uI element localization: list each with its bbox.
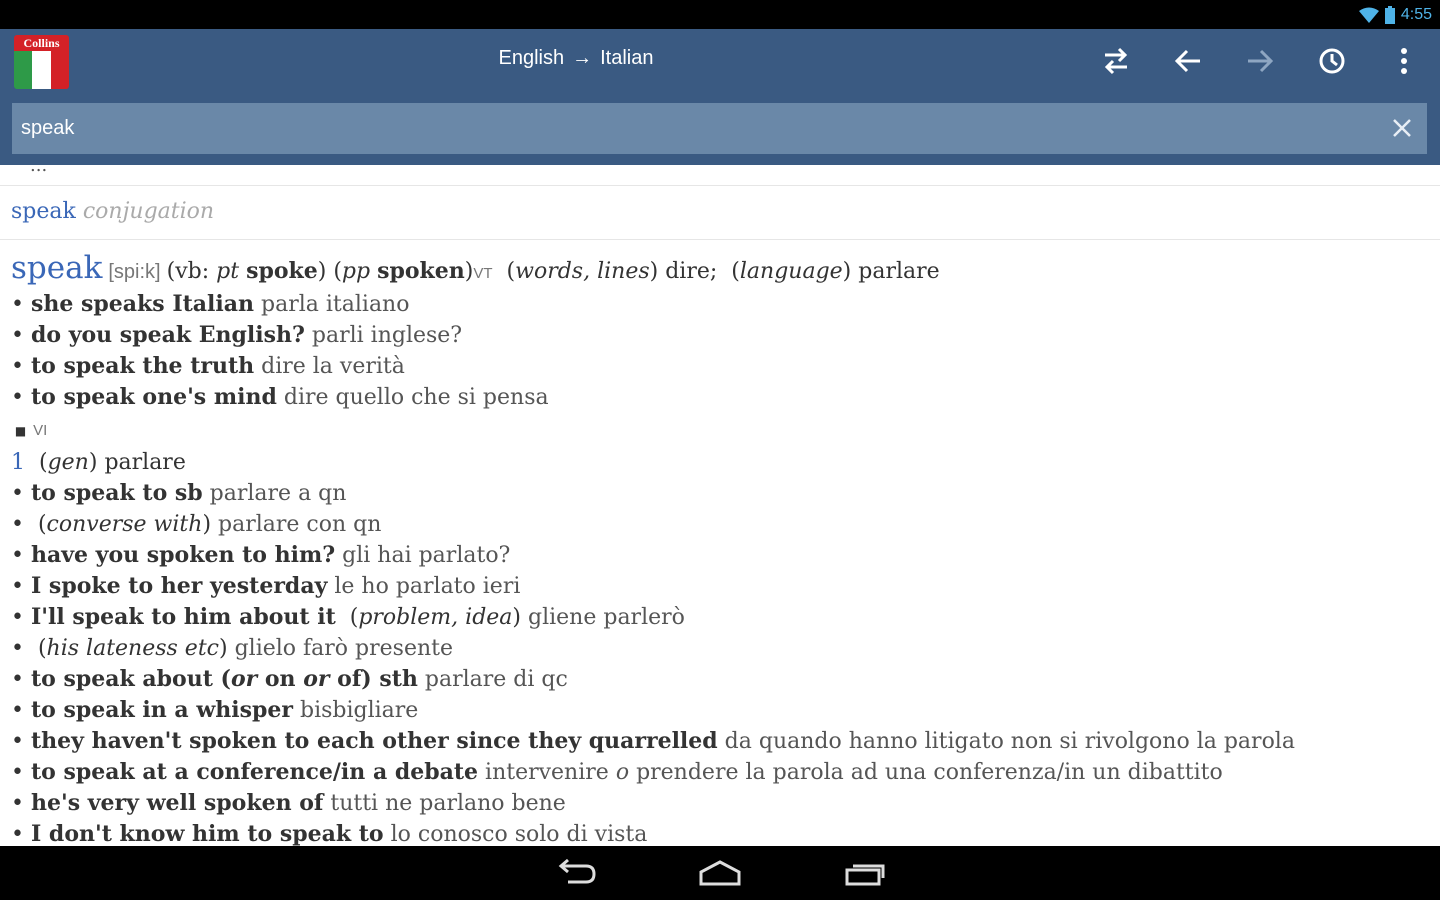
nav-home-button[interactable] [697, 858, 743, 888]
target-language: Italian [600, 47, 654, 69]
example-line: • to speak one's mind dire quello che si pensa [11, 384, 549, 410]
arrow-right-icon [1246, 48, 1274, 74]
more-vert-icon [1400, 48, 1408, 74]
dictionary-entry [11, 250, 1431, 846]
system-navigation-bar [0, 846, 1440, 900]
dictionary-content[interactable] [0, 165, 1440, 846]
example-line: • he's very well spoken of tutti ne parlano bene [11, 790, 566, 816]
logo-text: Collins [14, 35, 69, 51]
example-line: • to speak the truth dire la verità [11, 353, 405, 379]
clock-icon [1318, 47, 1346, 75]
search-field[interactable] [12, 103, 1427, 154]
home-icon [697, 858, 743, 888]
conjugation-link[interactable] [11, 199, 214, 224]
example-line: • to speak to sb parlare a qn [11, 480, 347, 506]
back-icon [554, 858, 600, 888]
divider [0, 185, 1440, 186]
clear-search-icon[interactable] [1391, 117, 1413, 139]
direction-arrow: → [572, 47, 593, 69]
conjugation-label: conjugation [82, 199, 215, 224]
recents-icon [843, 858, 889, 888]
example-line: • do you speak English? parli inglese? [11, 322, 463, 348]
app-bar [0, 29, 1440, 165]
pos-vt: VT [473, 265, 493, 282]
example-line: • have you spoken to him? gli hai parlato? [11, 542, 511, 568]
arrow-left-icon [1174, 48, 1202, 74]
wifi-icon [1359, 7, 1379, 23]
sense-line: 1 (gen) parlare [11, 450, 186, 475]
example-line: • I don't know him to speak to lo conosco solo di vista [11, 821, 648, 846]
example-line: • I'll speak to him about it (problem, idea) gliene parlerò [11, 604, 685, 630]
language-direction-title[interactable] [0, 47, 1152, 70]
example-line: • (converse with) parlare con qn [11, 512, 382, 537]
partially-hidden-text: ... [30, 165, 48, 176]
status-time: 4:55 [1400, 6, 1432, 23]
example-line: • I spoke to her yesterday le ho parlato ieri [11, 573, 521, 599]
headword: speak [11, 250, 103, 286]
history-button[interactable] [1296, 41, 1368, 81]
pos-vi: VI [33, 422, 48, 439]
swap-languages-button[interactable] [1080, 41, 1152, 81]
nav-back-button[interactable] [554, 858, 600, 888]
example-line: • to speak at a conference/in a debate intervenire o prendere la parola ad una conferenza/in un dibattito [11, 759, 1223, 785]
search-input[interactable]: speak [21, 117, 75, 139]
nav-recents-button[interactable] [843, 858, 889, 888]
overflow-menu-button[interactable] [1368, 41, 1440, 81]
example-line: • to speak about (or on or of) sth parlare di qc [11, 666, 568, 692]
conjugation-word: speak [11, 199, 76, 224]
example-line: • they haven't spoken to each other since they quarrelled da quando hanno litigato non si rivolgono la parola [11, 728, 1295, 754]
entry-header: speak [spi:k] (vb: pt spoke) (pp spoken) VT (words, lines) dire; (language) parlare [11, 253, 1431, 289]
swap-icon [1101, 47, 1131, 75]
example-line: • she speaks Italian parla italiano [11, 291, 410, 317]
status-bar [0, 0, 1440, 29]
example-line: • to speak in a whisper bisbigliare [11, 697, 419, 723]
example-line: • (his lateness etc) glielo farò presente [11, 636, 453, 661]
pronunciation: [spi:k] [108, 261, 161, 283]
sense-number: 1 [11, 450, 25, 475]
verb-forms: (vb: pt spoke) (pp spoken) [166, 258, 474, 284]
divider [0, 239, 1440, 240]
source-language: English [498, 47, 565, 69]
pos-vi-line: ■ VI [11, 422, 48, 439]
battery-icon [1385, 6, 1395, 24]
forward-button[interactable] [1224, 41, 1296, 81]
back-button[interactable] [1152, 41, 1224, 81]
